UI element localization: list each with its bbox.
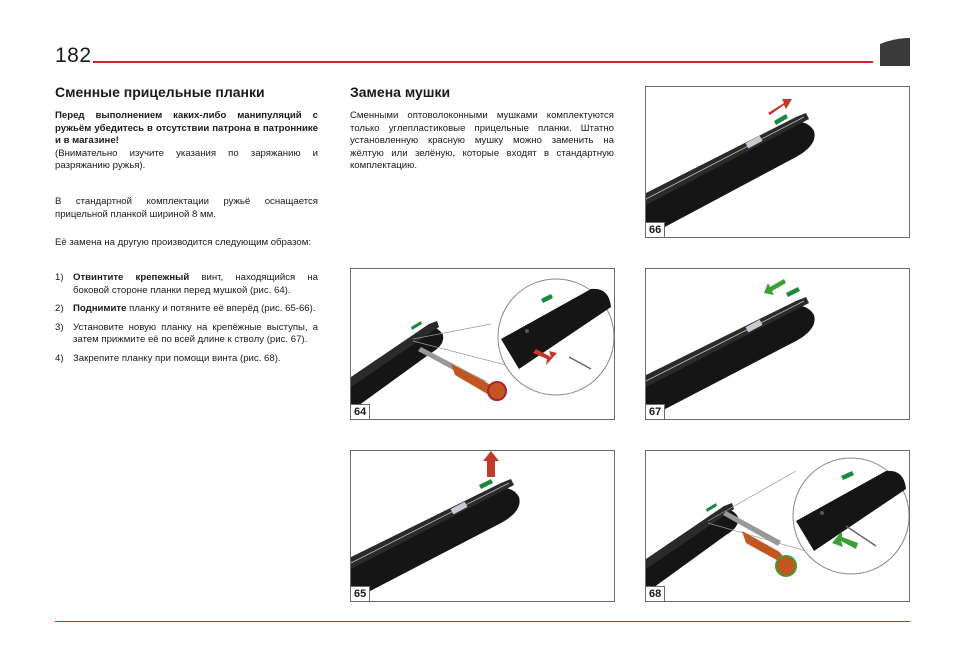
step-item xyxy=(55,303,318,316)
warning-bold-text: Перед выполнением каких-либо манипуляций с ружьём убедитесь в отсутствии патрона в патроннике и в магазине! xyxy=(55,110,318,147)
front-sight-paragraph: Сменными оптоволоконными мушками комплектуются только углепластиковые прицельные планки. Штатно установленную красную мушку можно заменить на жёлтую или зелёную, которые входят в стандартную комплектацию. xyxy=(350,110,614,172)
safety-warning xyxy=(55,110,318,173)
lift-rib-illustration xyxy=(351,451,614,601)
figure-64 xyxy=(350,268,615,420)
step-text: планку и потяните её вперёд (рис. 65-66). xyxy=(126,303,316,315)
figure-66 xyxy=(645,86,910,238)
steps-list xyxy=(55,272,318,372)
figure-label-65: 65 xyxy=(351,586,370,601)
figure-label-66: 66 xyxy=(646,222,665,237)
intro-paragraph-2: Её замена на другую производится следующим образом: xyxy=(55,237,311,248)
step-text: Установите новую планку на крепёжные выступы, а затем прижмите её по всей длине к стволу (рис. 67). xyxy=(73,321,318,346)
step-number: 3) xyxy=(55,321,64,333)
step-number: 2) xyxy=(55,303,64,315)
step-bold: Отвинтите крепежный xyxy=(73,272,190,283)
step-item xyxy=(55,322,318,347)
section-title-sights: Сменные прицельные планки xyxy=(55,84,265,100)
figure-label-67: 67 xyxy=(646,404,665,419)
install-rib-illustration xyxy=(646,269,909,419)
step-item xyxy=(55,272,318,297)
barrel-rib-forward-illustration xyxy=(646,87,909,237)
corner-tab-icon xyxy=(880,38,910,66)
intro-paragraph-1: В стандартной комплектации ружьё оснащается прицельной планкой шириной 8 мм. xyxy=(55,196,318,220)
header-rule xyxy=(93,61,873,63)
figure-68 xyxy=(645,450,910,602)
page-number: 182 xyxy=(55,44,92,67)
figure-67 xyxy=(645,268,910,420)
tighten-screw-illustration xyxy=(646,451,909,601)
section-title-front-sight: Замена мушки xyxy=(350,84,451,100)
figure-label-64: 64 xyxy=(351,404,370,419)
unscrew-screw-illustration xyxy=(351,269,614,419)
step-bold: Поднимите xyxy=(73,303,127,315)
step-text: винт, находящийся на боковой стороне планки перед мушкой (рис. 64). xyxy=(73,272,318,296)
figure-label-68: 68 xyxy=(646,586,665,601)
step-item xyxy=(55,353,318,366)
step-text: Закрепите планку при помощи винта (рис. 68). xyxy=(73,352,281,364)
footer-rule xyxy=(55,621,910,622)
step-number: 4) xyxy=(55,352,64,364)
step-number: 1) xyxy=(55,272,64,283)
warning-note-text: (Внимательно изучите указания по заряжанию и разряжанию ружья). xyxy=(55,147,318,172)
figure-65 xyxy=(350,450,615,602)
